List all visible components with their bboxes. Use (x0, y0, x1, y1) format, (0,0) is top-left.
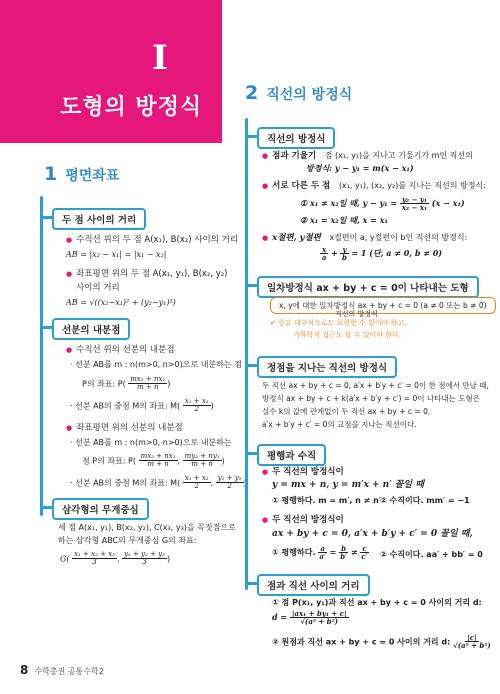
topic-internal-division: 선분의 내분점 (52, 318, 130, 340)
line-division-heading: ● 수직선 위의 선분의 내분점 (66, 344, 175, 356)
denominator: 3 (142, 558, 147, 567)
denominator: m + n (137, 383, 159, 392)
intercept-row (262, 232, 467, 244)
intercept-formula: $\frac{x}{a}$ + $\frac{y}{b}$ = 1 (단, a ≠ 0, b ≠ 0) (321, 245, 443, 263)
slope-form-heading: ● 두 직선의 방정식이 (262, 466, 344, 478)
centroid-formula: G( $\frac{\text{x₁ + x₂ + x₃}}{3}$ , $\frac{\text{y₁ + y₂ + y₃}}{3}$ ) (60, 550, 171, 567)
topic-line-equation: 직선의 방정식 (257, 127, 335, 149)
fraction: $\frac{x}{a}$ (321, 245, 327, 263)
fixed-point-desc-4: a′x + b′y + c′ = 0의 교점을 지나는 직선이다. (262, 420, 417, 429)
distance-point-line-desc: ① 점 P(x₁, y₁)과 직선 ax + by + c = 0 사이의 거리 d: (272, 598, 482, 607)
note-line-2: 기하학적 접근도 할 수 있어야 한다. (293, 331, 402, 339)
section-heading-2 (245, 82, 352, 104)
denominator: 2 (194, 482, 199, 491)
plane-division-desc: · 선분 AB를 m : n(m>0, n>0)으로 내분하는 (70, 438, 232, 447)
general-form-heading: ● 두 직선의 방정식이 (262, 514, 344, 526)
fraction (183, 453, 222, 469)
distance-line-formula: AB = |x₂ − x₁| = |x₁ − x₂| (66, 250, 167, 259)
numerator: x₁ + x₂ (184, 474, 209, 482)
numerator: y₁ + y₂ + y₃ (124, 550, 165, 558)
topic-linear-equation-figure: 일차방정식 ax + by + c = 0이 나타내는 도형 (257, 276, 479, 298)
section-number: 1 (44, 163, 58, 185)
label: ① x₁ ≠ x₂일 때, y − y₁ = (300, 197, 398, 208)
distance-plane-formula: AB = √((x₂−x₁)² + (y₂−y₁)²) (66, 298, 176, 307)
fraction (183, 475, 211, 491)
numerator: x₁ + x₂ + x₃ (74, 550, 115, 558)
denominator: 2 (227, 482, 232, 491)
general-parallel (272, 545, 369, 561)
fraction: $\frac{b}{b'}$ (340, 544, 347, 562)
plane-midpoint: · 선분 AB의 중점 M의 좌표: M( $\frac{\text{x₁ + x₂}}{2}$ , $\frac{\text{y₁ + y₂}}{2}$ (70, 474, 242, 491)
intercept-label: ● x절편, y절편 (262, 233, 321, 243)
note-text: 중요 대수식으로도 표현할 수 있어야 하고, (278, 319, 407, 327)
fraction: $\frac{c}{c'}$ (361, 544, 368, 562)
chapter-banner (0, 0, 222, 143)
numerator: |ax₁ + by₁ + c| (291, 609, 347, 618)
fixed-point-desc-1: 두 직선 ax + by + c = 0, a′x + b′y + c′ = 0이 한 점에서 만날 때, (262, 381, 489, 390)
topic-parallel-perpendicular: 평행과 수직 (257, 444, 326, 466)
ratio: $\frac{a}{a'}$ = $\frac{b}{b'}$ ≠ $\frac{c}{c'}$ (319, 544, 368, 562)
fraction (128, 376, 167, 392)
line-midpoint: · 선분 AB의 중점 M의 좌표: M( $\frac{\text{x₁ + x₂}}{2}$ ) (70, 397, 214, 414)
distance-point-line-formula: d = $\frac{\text{|ax₁ + by₁ + c|}}{\text{√(a² + b²)}}$ (272, 609, 347, 627)
slope-parallel: ① 평행하다. m = m′, n ≠ n′ (272, 496, 381, 505)
slope-form-equations: y = mx + n, y = m′x + n′ 꼴일 때 (272, 480, 424, 490)
plane-division-heading: ● 좌표평면 위의 선분의 내분점 (66, 422, 183, 434)
distance-origin-line (272, 634, 491, 650)
centroid-desc-2: 하는 삼각형 ABC의 무게중심 G의 좌표: (58, 536, 197, 545)
numerator: |c| (467, 633, 477, 642)
fraction (290, 610, 349, 626)
section-title: 직선의 방정식 (266, 87, 353, 103)
topic-centroid: 삼각형의 무게중심 (52, 498, 149, 520)
numerator: mx₂ + nx₁ (140, 452, 176, 460)
topic-distance: 두 점 사이의 거리 (52, 208, 146, 230)
tail: = 1 (단, a ≠ 0, b ≠ 0) (351, 247, 443, 258)
label: · 선분 AB의 중점 M의 좌표: M( (70, 401, 181, 411)
mindmap-line-right (245, 118, 248, 590)
centroid-desc-1: 세 점 A(x₁, y₁), B(x₂, y₂), C(x₃, y₃)을 꼭짓점으로 (58, 523, 236, 532)
two-point-desc: (x₁, y₁), (x₂, y₂)를 지나는 직선의 방정식: (338, 181, 486, 190)
two-point-label: ● 서로 다른 두 점 (262, 181, 330, 191)
book-title: 수학총권 공통수학2 (34, 667, 104, 676)
fixed-point-desc-3: 실수 k의 값에 관계없이 두 직선 ax + by + c = 0, (262, 407, 431, 416)
line-division-point: P의 좌표: P( $\frac{\text{mx₂ + nx₁}}{m + n}$ ) (82, 375, 171, 392)
label: ① 평행하다. (272, 547, 316, 557)
page-number: 8 (20, 663, 29, 677)
numerator: mx₂ + nx₁ (130, 375, 166, 383)
label: 점 P의 좌표: P( (82, 456, 137, 466)
fraction (72, 551, 117, 567)
label: · 선분 AB의 중점 M의 좌표: M( (70, 478, 181, 488)
label: ② 원점과 직선 ax + by + c = 0 사이의 거리 d: (272, 637, 451, 647)
two-point-row (262, 180, 486, 192)
mindmap-line-left (40, 196, 43, 516)
line-division-desc: · 선분 AB를 m : n(m>0, n>0)으로 내분하는 점 (70, 360, 242, 369)
fraction (453, 634, 491, 650)
chapter-title: 도형의 방정식 (60, 95, 203, 120)
two-point-case-1 (300, 196, 465, 212)
fraction: $\frac{a}{a'}$ (319, 544, 326, 562)
general-form-equations: ax + by + c = 0, a′x + b′y + c′ = 0 꼴일 때, (272, 529, 473, 539)
topic-point-line-distance: 점과 직선 사이의 거리 (257, 574, 370, 596)
numerator: y₁ + y₂ (217, 474, 242, 482)
denominator: m + n (147, 460, 169, 469)
fraction (183, 398, 211, 414)
label: G( (60, 554, 70, 564)
denominator: m + n (191, 460, 213, 469)
fraction (139, 453, 178, 469)
fixed-point-desc-2: 방정식 ax + by + c + k(a′x + b′y + c′) = 0이 나타내는 도형은 (262, 394, 480, 403)
page-footer (20, 663, 104, 677)
check-icon: ✔ (270, 319, 276, 327)
note-line-1 (270, 318, 406, 328)
tail: (x − x₁) (431, 197, 465, 208)
section-number: 2 (245, 82, 259, 104)
fraction (216, 475, 244, 491)
fraction (400, 196, 429, 212)
numerator: my₂ + ny₁ (184, 452, 220, 460)
line-equation-label: 직선의 방정식 (335, 310, 378, 318)
numerator: x₁ + x₂ (184, 397, 209, 405)
fraction (122, 551, 167, 567)
distance-plane-text: ● 좌표평면 위의 두 점 A(x₁, y₁), B(x₂, y₂) (66, 268, 227, 280)
point-slope-row (262, 150, 473, 162)
distance-line-text: ● 수직선 위의 두 점 A(x₁), B(x₂) 사이의 거리 (66, 234, 238, 246)
fraction: $\frac{y}{b}$ (342, 245, 347, 263)
section-title: 평면좌표 (65, 168, 120, 184)
general-perpendicular: ② 수직이다. aa′ + bb′ = 0 (380, 550, 483, 559)
two-point-case-2: ② x₁ = x₂일 때, x = x₁ (300, 215, 388, 225)
section-heading-1 (44, 163, 119, 185)
denominator: 2 (194, 405, 199, 414)
numerator: y₂ − y₁ (401, 195, 427, 204)
intercept-desc: x절편이 a, y절편이 b인 직선의 방정식: (329, 233, 468, 242)
point-slope-label: ● 점과 기울기 (262, 151, 316, 161)
plane-division-point: 점 P의 좌표: P( $\frac{\text{mx₂ + nx₁}}{m + n}$ , $\frac{\text{my₂ + ny₁}}{m + n}$ ) (82, 452, 225, 469)
denominator: x₂ − x₁ (401, 203, 428, 213)
point-slope-formula: 방정식: y − y₁ = m(x − x₁) (306, 163, 414, 173)
slope-perpendicular: ② 수직이다. mm′ = −1 (380, 496, 470, 505)
chapter-number: I (152, 38, 168, 78)
point-slope-desc: 점 (x₁, y₁)을 지나고 기울기가 m인 직선의 (324, 151, 473, 160)
denominator: 3 (92, 558, 97, 567)
distance-plane-text-2: 사이의 거리 (76, 283, 120, 293)
denominator: √(a² + b²) (453, 641, 491, 651)
denominator: √(a² + b²) (300, 617, 338, 627)
topic-fixed-point-line: 정점을 지나는 직선의 방정식 (257, 356, 397, 378)
linear-equation-pill: x, y에 대한 일차방정식 ax + by + c = 0 (a ≠ 0 또는 b ≠ 0) (270, 297, 496, 314)
label: P의 좌표: P( (82, 379, 126, 389)
